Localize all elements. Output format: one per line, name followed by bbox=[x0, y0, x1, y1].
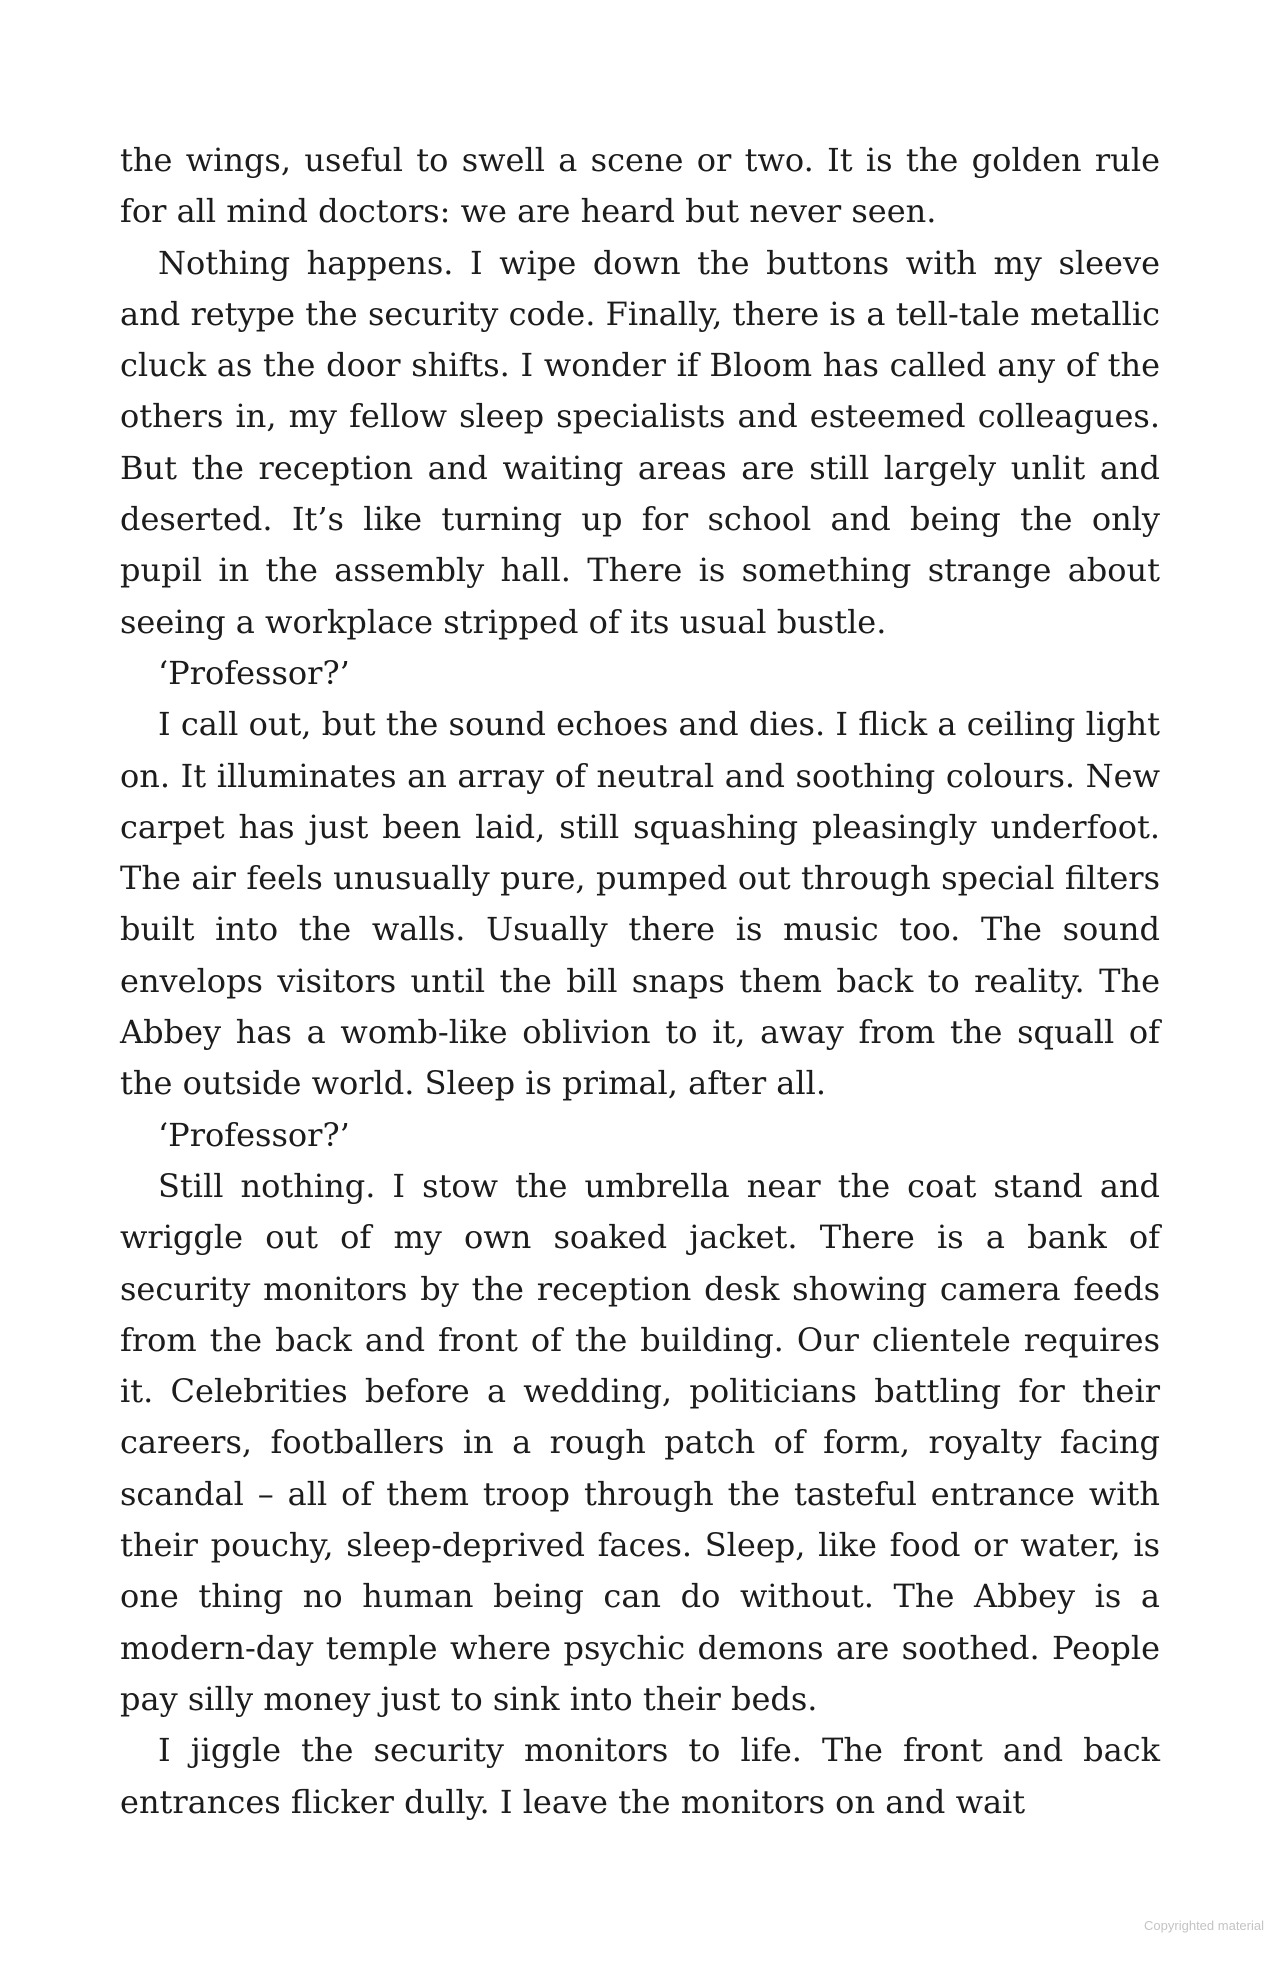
paragraph: I jiggle the security monitors to life. The front and back entrances flicker dully. I leave the monitors on and wait bbox=[120, 1731, 1160, 1821]
paragraph: Still nothing. I stow the umbrella near the coat stand and wriggle out of my own soaked jacket. There is a bank of security monitors by the reception desk showing camera feeds from the back and front of the building. Our clientele requires it. Celebrities before a wedding, politicians battling for their careers, footballers in a rough patch of form, royalty facing scandal – all of them troop through the tasteful entrance with their pouchy, sleep-deprived faces. Sleep, like food or water, is one thing no human being can do without. The Abbey is a modern-day temple where psychic demons are soothed. People pay silly money just to sink into their beds. bbox=[120, 1166, 1160, 1718]
copyright-watermark: Copyrighted material bbox=[1144, 1918, 1264, 1933]
paragraph-continued: the wings, useful to swell a scene or two. It is the golden rule for all mind doctors: we are heard but never seen. bbox=[120, 141, 1160, 231]
paragraph: I call out, but the sound echoes and dies. I flick a ceiling light on. It illuminates an array of neutral and soothing colours. New carpet has just been laid, still squashing pleasingly underfoot. The air feels unusually pure, pumped out through special filters built into the walls. Usually there is music too. The sound envelops visitors until the bill snaps them back to reality. The Abbey has a womb-like oblivion to it, away from the squall of the outside world. Sleep is primal, after all. bbox=[120, 705, 1160, 1103]
dialogue-line: ‘Professor?’ bbox=[158, 1115, 350, 1154]
book-page-text bbox=[120, 135, 1160, 1828]
paragraph: Nothing happens. I wipe down the buttons with my sleeve and retype the security code. Finally, there is a tell-tale metallic cluck as the door shifts. I wonder if Bloom has called any of the others in, my fellow sleep specialists and esteemed colleagues. But the reception and waiting areas are still largely unlit and deserted. It’s like turning up for school and being the only pupil in the assembly hall. There is something strange about seeing a workplace stripped of its usual bustle. bbox=[120, 243, 1160, 641]
dialogue-line: ‘Professor?’ bbox=[158, 653, 350, 692]
